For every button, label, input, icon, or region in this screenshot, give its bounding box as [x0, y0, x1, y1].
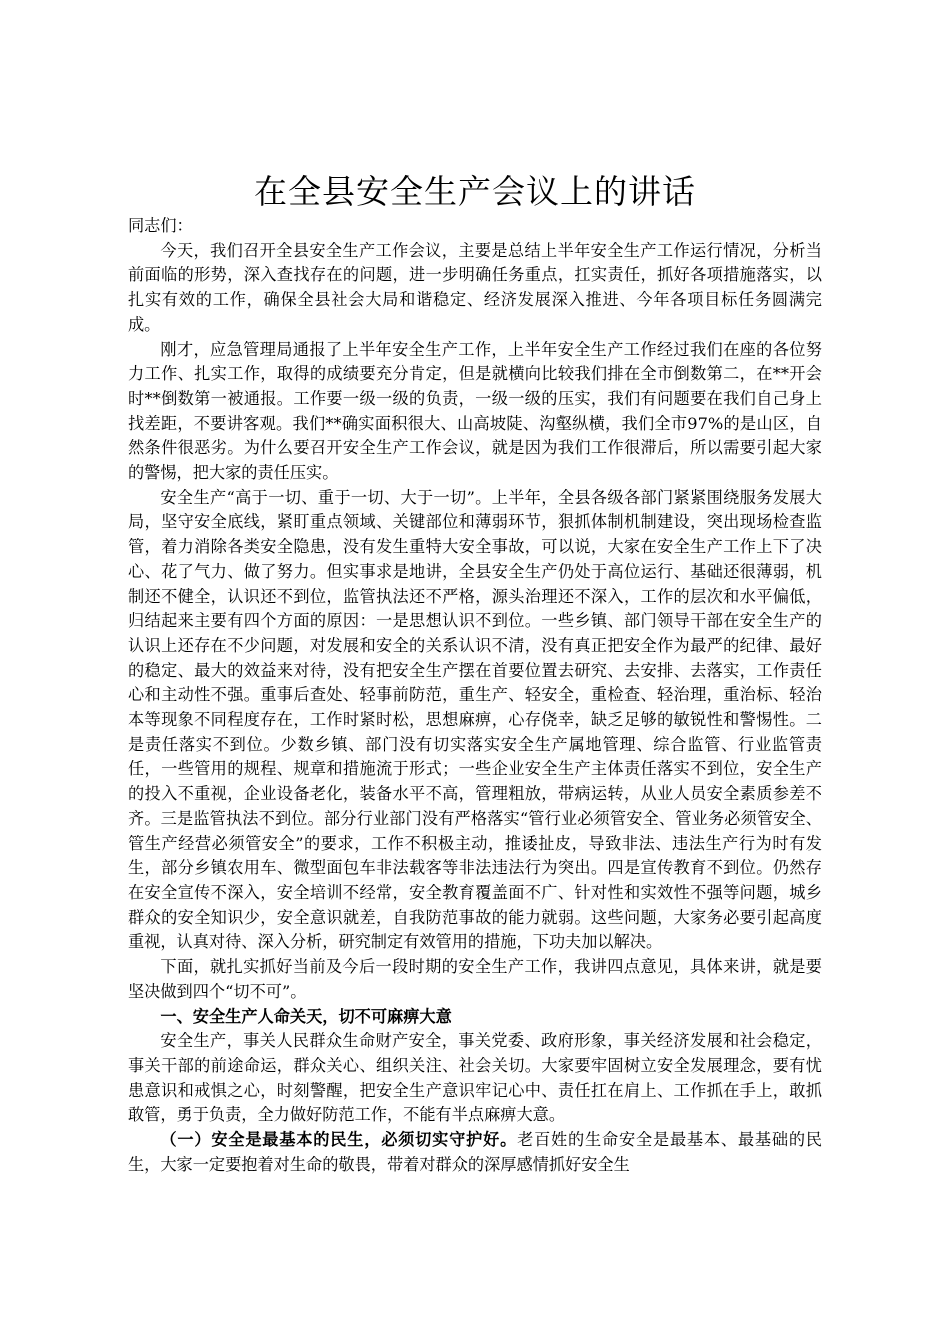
- document-page: [128, 172, 822, 1177]
- salutation: 同志们：: [128, 216, 193, 235]
- paragraph-6: [128, 1128, 822, 1177]
- paragraph-6-lead: （一）安全是最基本的民生，必须切实守护好。: [160, 1130, 518, 1150]
- paragraph-4: 下面，就扎实抓好当前及今后一段时期的安全生产工作，我讲四点意见，具体来讲，就是要坚决做到四个“切不可”。: [128, 957, 822, 1001]
- paragraph-5: 安全生产，事关人民群众生命财产安全，事关党委、政府形象，事关经济发展和社会稳定，事关干部的前途命运，群众关心、组织关注、社会关切。大家要牢固树立安全发展理念，要有忧患意识和戒惧之心，时刻警醒，把安全生产意识牢记心中、责任扛在肩上、工作抓在手上，敢抓敢管，勇于负责，全力做好防范工作，不能有半点麻痹大意。: [128, 1031, 822, 1125]
- paragraph-1: 今天，我们召开全县安全生产工作会议，主要是总结上半年安全生产工作运行情况，分析当前面临的形势，深入查找存在的问题，进一步明确任务重点，扛实责任，抓好各项措施落实，以扎实有效的工作，确保全县社会大局和谐稳定、经济发展深入推进、今年各项目标任务圆满完成。: [128, 240, 822, 334]
- document-title: 在全县安全生产会议上的讲话: [254, 172, 696, 211]
- paragraph-6-text: 老百姓的生命安全是最基本、最基础的民生，大家一定要抱着对生命的敬畏，带着对群众的深厚感情抓好安全生: [128, 1130, 823, 1174]
- paragraph-2: 刚才，应急管理局通报了上半年安全生产工作，上半年安全生产工作经过我们在座的各位努力工作、扎实工作，取得的成绩要充分肯定，但是就横向比较我们排在全市倒数第二，在**开会时**倒数第一被通报。工作要一级一级的负责，一级一级的压实，我们有问题要在我们自己身上找差距，不要讲客观。我们**确实面积很大、山高坡陡、沟壑纵横，我们全市97%的是山区，自然条件很恶劣。为什么要召开安全生产工作会议，就是因为我们工作很滞后，所以需要引起大家的警惕，把大家的责任压实。: [128, 339, 822, 483]
- section-heading-1: 一、安全生产人命关天，切不可麻痹大意: [160, 1006, 452, 1026]
- paragraph-3: 安全生产“高于一切、重于一切、大于一切”。上半年，全县各级各部门紧紧围绕服务发展大局，坚守安全底线，紧盯重点领域、关键部位和薄弱环节，狠抓体制机制建设，突出现场检查监管，着力消除各类安全隐患，没有发生重特大安全事故，可以说，大家在安全生产工作上下了决心、花了气力、做了努力。但实事求是地讲，全县安全生产仍处于高位运行、基础还很薄弱，机制还不健全，认识还不到位，监管执法还不严格，源头治理还不深入，工作的层次和水平偏低，归结起来主要有四个方面的原因：一是思想认识不到位。一些乡镇、部门领导干部在安全生产的认识上还存在不少问题，对发展和安全的关系认识不清，没有真正把安全作为最严的纪律、最好的稳定、最大的效益来对待，没有把安全生产摆在首要位置去研究、去安排、去落实，工作责任心和主动性不强。重事后查处、轻事前防范，重生产、轻安全，重检查、轻治理，重治标、轻治本等现象不同程度存在，工作时紧时松，思想麻痹，心存侥幸，缺乏足够的敏锐性和警惕性。二是责任落实不到位。少数乡镇、部门没有切实落实安全生产属地管理、综合监管、行业监管责任，一些管用的规程、规章和措施流于形式；一些企业安全生产主体责任落实不到位，安全生产的投入不重视，企业设备老化，装备水平不高，管理粗放，带病运转，从业人员安全素质参差不齐。三是监管执法不到位。部分行业部门没有严格落实“管行业必须管安全、管业务必须管安全、管生产经营必须管安全”的要求，工作不积极主动，推诿扯皮，导致非法、违法生产行为时有发生，部分乡镇农用车、微型面包车非法载客等非法违法行为突出。四是宣传教育不到位。仍然存在安全宣传不深入，安全培训不经常，安全教育覆盖面不广、针对性和实效性不强等问题，城乡群众的安全知识少，安全意识就差，自我防范事故的能力就弱。这些问题，大家务必要引起高度重视，认真对待、深入分析，研究制定有效管用的措施，下功夫加以解决。: [128, 487, 822, 952]
